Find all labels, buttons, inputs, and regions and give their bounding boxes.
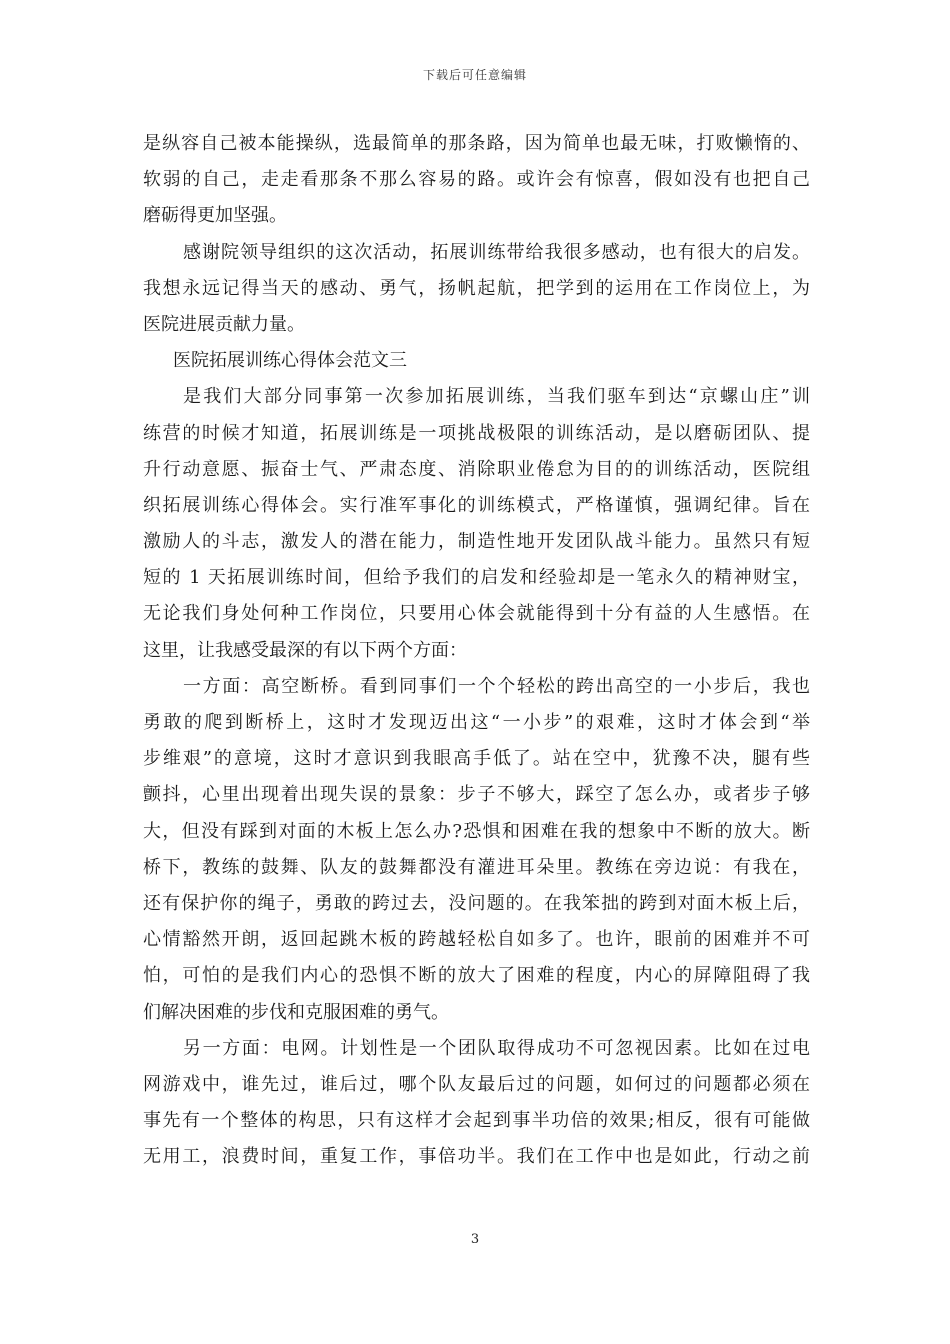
text-line: 事先有一个整体的构思，只有这样才会起到事半功倍的效果;相反，很有可能做 [143, 1110, 810, 1132]
text-line: 织拓展训练心得体会。实行准军事化的训练模式，严格谨慎，强调纪律。旨在 [143, 494, 810, 516]
text-line: 磨砺得更加坚强。 [143, 205, 287, 227]
text-line: 我想永远记得当天的感动、勇气，扬帆起航，把学到的运用在工作岗位上，为 [143, 277, 810, 299]
text-line: 桥下，教练的鼓舞、队友的鼓舞都没有灌进耳朵里。教练在旁边说：有我在， [143, 856, 810, 878]
text-line: 无用工，浪费时间，重复工作，事倍功半。我们在工作中也是如此，行动之前 [143, 1146, 810, 1168]
text-line: 升行动意愿、振奋士气、严肃态度、消除职业倦怠为目的的训练活动，医院组 [143, 458, 810, 480]
body-text [143, 126, 810, 1175]
text-line: 是纵容自己被本能操纵，选最简单的那条路，因为简单也最无味，打败懒惰的、 [143, 133, 810, 154]
text-line: 这里，让我感受最深的有以下两个方面： [143, 639, 467, 661]
text-line: 网游戏中，谁先过，谁后过，哪个队友最后过的问题，如何过的问题都必须在 [143, 1073, 810, 1095]
text-line: 无论我们身处何种工作岗位，只要用心体会就能得到十分有益的人生感悟。在 [143, 603, 810, 625]
text-line: 一方面：高空断桥。看到同事们一个个轻松的跨出高空的一小步后，我也 [183, 675, 810, 697]
text-line: 激励人的斗志，激发人的潜在能力，制造性地开发团队战斗能力。虽然只有短 [143, 531, 810, 553]
section-heading: 医院拓展训练心得体会范文三 [173, 350, 407, 372]
text-line: 是我们大部分同事第一次参加拓展训练，当我们驱车到达“京螺山庄”训 [183, 386, 810, 408]
text-line: 医院进展贡献力量。 [143, 313, 305, 335]
text-line: 感谢院领导组织的这次活动，拓展训练带给我很多感动，也有很大的启发。 [183, 241, 810, 263]
text-line: 勇敢的爬到断桥上，这时才发现迈出这“一小步”的艰难，这时才体会到“举 [143, 712, 810, 733]
text-line: 练营的时候才知道，拓展训练是一项挑战极限的训练活动，是以磨砺团队、提 [143, 422, 810, 444]
text-line: 们解决困难的步伐和克服困难的勇气。 [143, 1001, 449, 1023]
text-line: 短的 1 天拓展训练时间，但给予我们的启发和经验却是一笔永久的精神财宝， [143, 567, 810, 589]
text-line: 颤抖，心里出现着出现失误的景象：步子不够大，踩空了怎么办，或者步子够 [143, 784, 810, 806]
text-line: 大，但没有踩到对面的木板上怎么办?恐惧和困难在我的想象中不断的放大。断 [143, 820, 810, 842]
text-line: 软弱的自己，走走看那条不那么容易的路。或许会有惊喜，假如没有也把自己 [143, 169, 810, 191]
text-line: 怕，可怕的是我们内心的恐惧不断的放大了困难的程度，内心的屏障阻碍了我 [143, 965, 810, 987]
text-line: 步维艰”的意境，这时才意识到我眼高手低了。站在空中，犹豫不决，腿有些 [143, 748, 810, 770]
page-number: 3 [470, 1232, 480, 1247]
text-line: 心情豁然开朗，返回起跳木板的跨越轻松自如多了。也许，眼前的困难并不可 [143, 929, 810, 951]
text-line: 还有保护你的绳子，勇敢的跨过去，没问题的。在我笨拙的跨到对面木板上后， [143, 892, 810, 914]
text-line: 另一方面：电网。计划性是一个团队取得成功不可忽视因素。比如在过电 [183, 1037, 810, 1059]
page-header: 下载后可任意编辑 [422, 68, 527, 82]
